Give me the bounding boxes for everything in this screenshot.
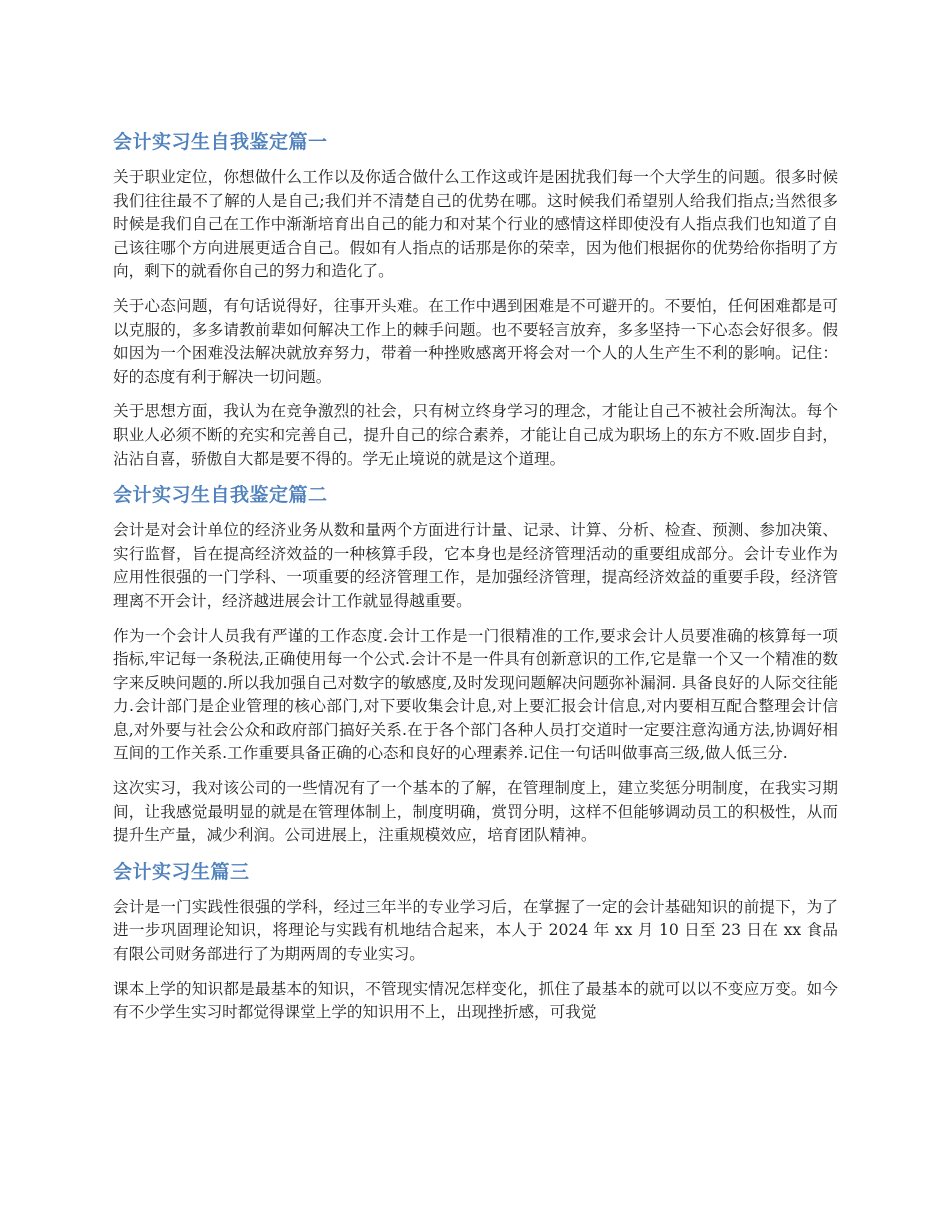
section-2	[113, 482, 838, 848]
paragraph: 这次实习，我对该公司的一些情况有了一个基本的了解，在管理制度上，建立奖惩分明制度，在我实习期间，让我感觉最明显的就是在管理体制上，制度明确，赏罚分明，这样不但能够调动员工的积极性，从而提升生产量，减少利润。公司进展上，注重规模效应，培育团队精神。	[113, 779, 838, 845]
section-title: 会计实习生篇三	[113, 860, 250, 883]
paragraph: 关于职业定位，你想做什么工作以及你适合做什么工作这或许是困扰我们每一个大学生的问题。很多时候我们往往最不了解的人是自己;我们并不清楚自己的优势在哪。这时候我们希望别人给我们指点;当然很多时候是我们自己在工作中渐渐培育出自己的能力和对某个行业的感情这样即使没有人指点我们也知道了自己该往哪个方向进展更适合自己。假如有人指点的话那是你的荣幸，因为他们根据你的优势给你指明了方向，剩下的就看你自己的努力和造化了。	[113, 168, 838, 281]
section-3	[113, 859, 838, 1025]
paragraph: 作为一个会计人员我有严谨的工作态度.会计工作是一门很精准的工作,要求会计人员要准确的核算每一项指标,牢记每一条税法,正确使用每一个公式.会计不是一件具有创新意识的工作,它是靠一个又一个精准的数字来反映问题的.所以我加强自己对数字的敏感度,及时发现问题解决问题弥补漏洞. 具备良好的人际交往能力.会计部门是企业管理的核心部门,对下要收集会计息,对上要汇报会计信息,对内要相互配合整理会计信息,对外要与社会公众和政府部门搞好关系.在于各个部门各种人员打交道时一定要注意沟通方法,协调好相互间的工作关系.工作重要具备正确的心态和良好的心理素养.记住一句话叫做事高三级,做人低三分.	[113, 626, 838, 763]
paragraph: 会计是一门实践性很强的学科，经过三年半的专业学习后，在掌握了一定的会计基础知识的前提下，为了进一步巩固理论知识，将理论与实践有机地结合起来，本人于 2024 年 xx 月 10 日至 23 日在 xx 食品有限公司财务部进行了为期两周的专业实习。	[113, 897, 838, 964]
paragraph: 关于心态问题，有句话说得好，往事开头难。在工作中遇到困难是不可避开的。不要怕，任何困难都是可以克服的，多多请教前辈如何解决工作上的棘手问题。也不要轻言放弃，多多坚持一下心态会好很多。假如因为一个困难没法解决就放弃努力，带着一种挫败感离开将会对一个人的人生产生不利的影响。记住：好的态度有利于解决一切问题。	[113, 296, 838, 386]
section-title: 会计实习生自我鉴定篇二	[113, 484, 328, 507]
paragraph: 课本上学的知识都是最基本的知识，不管现实情况怎样变化，抓住了最基本的就可以以不变应万变。如今有不少学生实习时都觉得课堂上学的知识用不上，出现挫折感，可我觉	[113, 979, 838, 1022]
paragraph: 关于思想方面，我认为在竞争激烈的社会，只有树立终身学习的理念，才能让自己不被社会所淘汰。每个职业人必须不断的充实和完善自己，提升自己的综合素养，才能让自己成为职场上的东方不败.固步自封，沾沾自喜，骄傲自大都是要不得的。学无止境说的就是这个道理。	[113, 402, 838, 468]
section-title: 会计实习生自我鉴定篇一	[113, 131, 328, 153]
section-1	[113, 129, 838, 471]
paragraph: 会计是对会计单位的经济业务从数和量两个方面进行计量、记录、计算、分析、检查、预测、参加决策、实行监督，旨在提高经济效益的一种核算手段，它本身也是经济管理活动的重要组成部分。会计专业作为应用性很强的一门学科、一项重要的经济管理工作，是加强经济管理，提高经济效益的重要手段，经济管理离不开会计，经济越进展会计工作就显得越重要。	[113, 521, 838, 610]
